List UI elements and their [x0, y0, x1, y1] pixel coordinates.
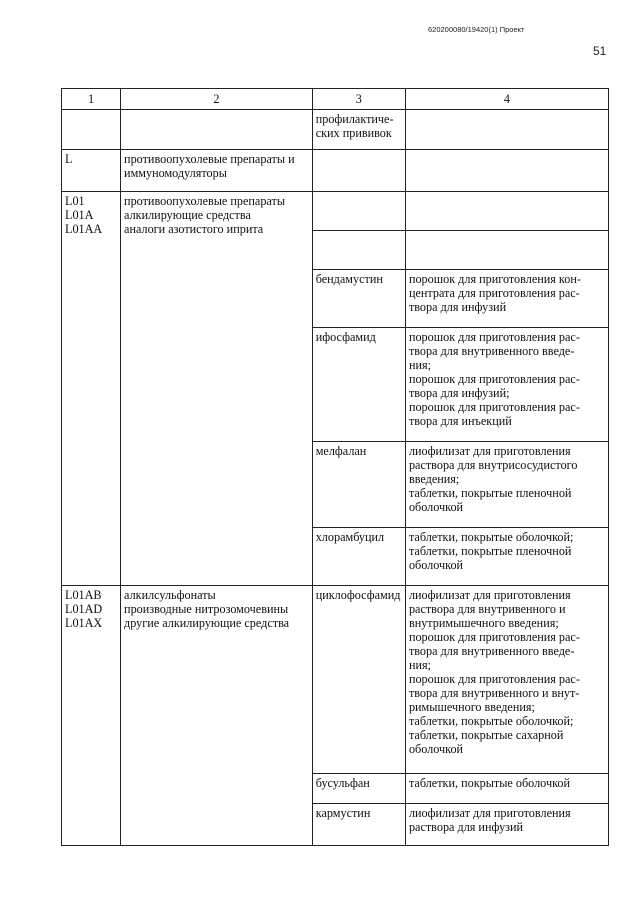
group-name-cell — [121, 110, 313, 150]
empty-split-cell — [312, 192, 405, 270]
column-header: 2 — [121, 89, 313, 110]
dosage-form-cell: таблетки, покрытые оболочкой; таблетки, покрытые пленочной оболочкой — [405, 528, 608, 586]
table-row — [62, 192, 609, 270]
dosage-form-cell: лиофилизат для приготовления раствора для инфузий — [405, 804, 608, 846]
drug-name-cell: ифосфамид — [312, 328, 405, 442]
table-header-row — [62, 89, 609, 110]
dosage-form-cell: лиофилизат для приготовления раствора для внутривенного и внутримышечного введения; порошок для приготовления рас- твора для внутривенного введе- ния; порошок для приготовления рас- твора для внутривенного и внут- римышечного введения; таблетки, покрытые оболочкой; таблетки, покрытые сахарной оболочкой — [405, 586, 608, 774]
drug-table — [61, 88, 609, 846]
dosage-form-cell: лиофилизат для приготовления раствора для внутрисосудистого введения; таблетки, покрытые пленочной оболочкой — [405, 442, 608, 528]
atc-code-cell: L — [62, 150, 121, 192]
document-code: 620200080/19420(1) Проект — [428, 25, 525, 34]
group-name-cell: противоопухолевые препараты алкилирующие средства аналоги азотистого иприта — [121, 192, 313, 586]
group-name-cell: противоопухолевые препараты и иммуномодуляторы — [121, 150, 313, 192]
atc-code-cell: L01 L01A L01AA — [62, 192, 121, 586]
drug-name-cell: мелфалан — [312, 442, 405, 528]
page-number: 51 — [593, 44, 607, 58]
group-name-cell: алкилсульфонаты производные нитрозомочевины другие алкилирующие средства — [121, 586, 313, 846]
table-row — [62, 110, 609, 150]
table-row — [62, 150, 609, 192]
table-row — [62, 586, 609, 774]
dosage-form-cell — [405, 150, 608, 192]
dosage-form-cell: порошок для приготовления рас- твора для внутривенного введе- ния; порошок для приготовления рас- твора для инфузий; порошок для приготовления рас- твора для инъекций — [405, 328, 608, 442]
column-header: 4 — [405, 89, 608, 110]
drug-name-cell: циклофосфамид — [312, 586, 405, 774]
dosage-form-cell: таблетки, покрытые оболочкой — [405, 774, 608, 804]
atc-code-cell — [62, 110, 121, 150]
drug-name-cell: кармустин — [312, 804, 405, 846]
column-header: 1 — [62, 89, 121, 110]
atc-code-cell: L01AB L01AD L01AX — [62, 586, 121, 846]
empty-split-cell — [405, 192, 608, 270]
drug-name-cell: бендамустин — [312, 270, 405, 328]
drug-name-cell: хлорамбуцил — [312, 528, 405, 586]
column-header: 3 — [312, 89, 405, 110]
dosage-form-cell: порошок для приготовления кон- центрата для приготовления рас- твора для инфузий — [405, 270, 608, 328]
dosage-form-cell — [405, 110, 608, 150]
drug-name-cell — [312, 150, 405, 192]
drug-name-cell: бусульфан — [312, 774, 405, 804]
drug-name-cell: профилактиче- ских прививок — [312, 110, 405, 150]
